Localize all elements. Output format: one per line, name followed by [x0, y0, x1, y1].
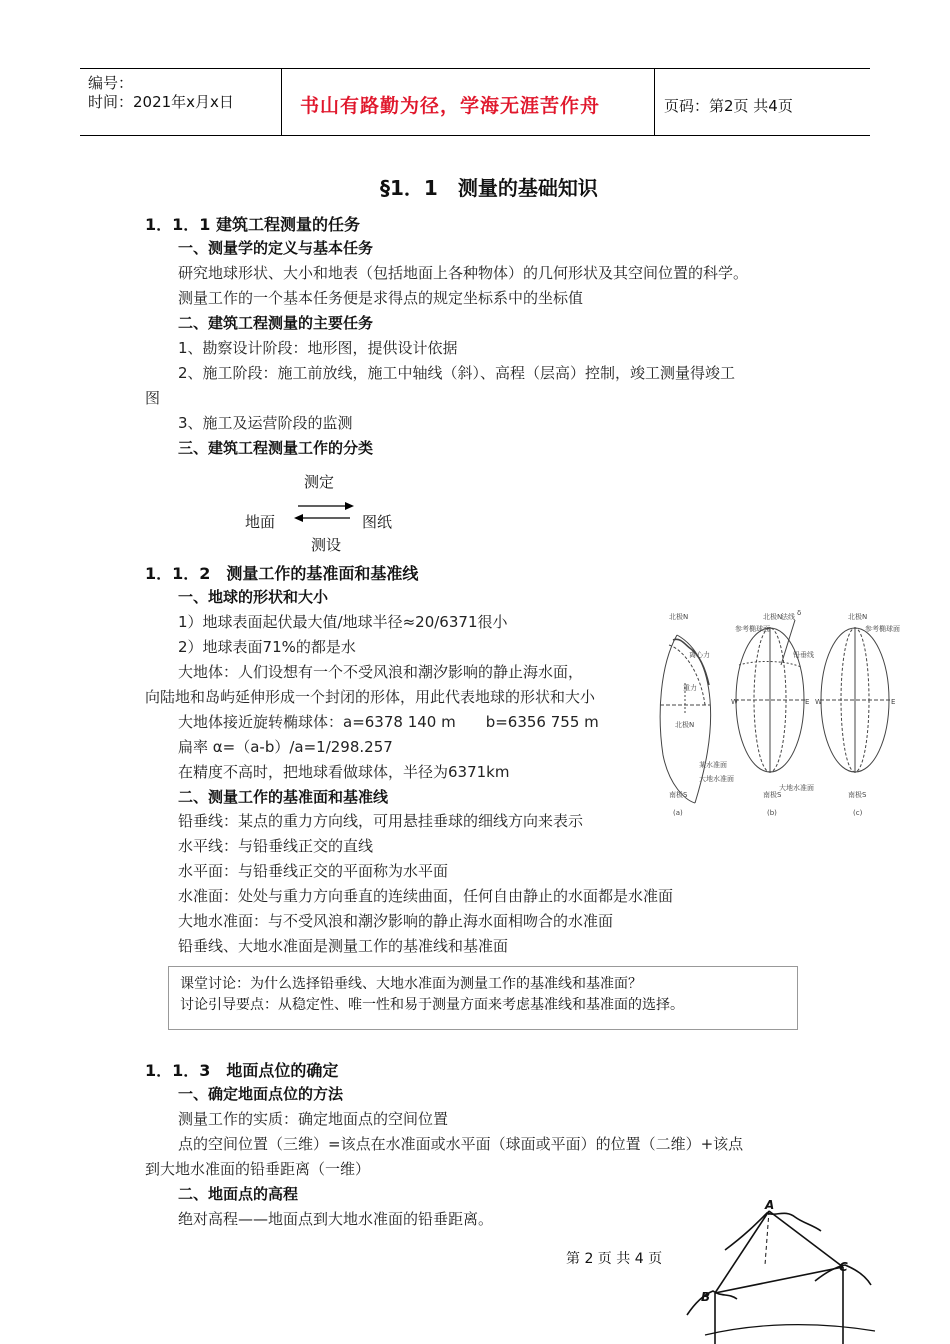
fig-a-level: 某水准面: [699, 761, 727, 769]
fig-c-w: W: [815, 698, 822, 706]
paragraph: 大地体接近旋转椭球体：a=6378 140 m b=6356 755 m: [178, 713, 599, 731]
fig-b-delta: δ: [797, 609, 802, 617]
diagram-label-left: 地面: [245, 513, 276, 531]
fig-a-north2: 北极N: [675, 721, 695, 729]
paragraph-continued: 到大地水准面的铅垂距离（一维）: [145, 1160, 371, 1178]
fig-b-ref: 参考椭球面: [735, 625, 770, 633]
discussion-guide: 讨论引导要点：从稳定性、唯一性和易于测量方面来考虑基准线和基准面的选择。: [180, 997, 684, 1013]
fig-a-centrifugal: 离心力: [689, 651, 710, 659]
fig-b-north: 北极N: [763, 613, 783, 621]
subheading-method: 一、确定地面点位的方法: [178, 1085, 344, 1103]
definition: 铅垂线、大地水准面是测量工作的基准线和基准面: [178, 937, 509, 955]
paragraph: 研究地球形状、大小和地表（包括地面上各种物体）的几何形状及其空间位置的科学。: [178, 264, 749, 282]
fig-c-ref: 参考椭球面: [865, 625, 900, 633]
fig-a-south: 南极S: [669, 791, 688, 799]
diagram-label-right: 图纸: [362, 513, 393, 531]
elevation-figure: [685, 1195, 900, 1344]
point-a-label: A: [765, 1198, 775, 1212]
fig-b-south: 南极S: [763, 791, 782, 799]
subheading-elevation: 二、地面点的高程: [178, 1185, 299, 1203]
fig-b-plumb: 铅垂线: [793, 651, 814, 659]
fig-b-geoid: 大地水准面: [779, 784, 814, 792]
paragraph: 绝对高程——地面点到大地水准面的铅垂距离。: [178, 1210, 494, 1228]
definition: 铅垂线：某点的重力方向线，可用悬挂垂球的细线方向来表示: [178, 812, 584, 830]
list-item: 2、施工阶段：施工前放线，施工中轴线（斜）、高程（层高）控制，竣工测量得竣工: [178, 364, 736, 382]
paragraph: 1）地球表面起伏最大值/地球半径≈20/6371很小: [178, 613, 508, 631]
header-number-label: 编号：: [88, 74, 134, 92]
definition: 水准面：处处与重力方向垂直的连续曲面，任何自由静止的水面都是水准面: [178, 887, 674, 905]
fig-b-tag: (b): [767, 809, 777, 817]
paragraph: 点的空间位置（三维）=该点在水准面或水平面（球面或平面）的位置（二维）+该点: [178, 1135, 744, 1153]
diagram-arrows: [290, 498, 360, 526]
fig-c-e: E: [891, 698, 896, 706]
subheading-definition: 一、测量学的定义与基本任务: [178, 239, 374, 257]
section-title: §1．1 测量的基础知识: [380, 176, 598, 200]
header-divider-right: [654, 68, 655, 135]
discussion-question: 课堂讨论：为什么选择铅垂线、大地水准面为测量工作的基准线和基准面？: [180, 976, 642, 992]
fig-b-w: W: [731, 698, 738, 706]
subheading-earth-shape: 一、地球的形状和大小: [178, 588, 329, 606]
header-page-info: 页码：第2页 共4页: [664, 97, 793, 115]
subheading-main-tasks: 二、建筑工程测量的主要任务: [178, 314, 374, 332]
point-c-label: C: [839, 1260, 848, 1274]
fig-c-tag: (c): [853, 809, 863, 817]
diagram-label-top: 测定: [304, 473, 335, 491]
subheading-classification: 三、建筑工程测量工作的分类: [178, 439, 374, 457]
paragraph-continued: 向陆地和岛屿延伸形成一个封闭的形体，用此代表地球的形状和大小: [145, 688, 596, 706]
header-motto: 书山有路勤为径，学海无涯苦作舟: [300, 95, 601, 117]
list-item: 1、勘察设计阶段：地形图，提供设计依据: [178, 339, 458, 357]
fig-c-south: 南极S: [848, 791, 867, 799]
header-time-label: 时间：2021年x月x日: [88, 93, 234, 111]
earth-figure: [655, 605, 900, 820]
diagram-label-bottom: 测设: [311, 536, 342, 554]
paragraph: 测量工作的实质：确定地面点的空间位置: [178, 1110, 449, 1128]
paragraph: 扁率 α=（a-b）/a=1/298.257: [178, 738, 393, 756]
fig-c-north: 北极N: [848, 613, 868, 621]
fig-a-gravity: 重力: [683, 684, 697, 692]
heading-1-1-1: 1．1．1 建筑工程测量的任务: [145, 215, 360, 234]
subheading-reference: 二、测量工作的基准面和基准线: [178, 788, 389, 806]
point-b-label: B: [701, 1290, 711, 1304]
fig-a-tag: (a): [673, 809, 683, 817]
fig-a-north: 北极N: [669, 613, 689, 621]
fig-a-geoid: 大地水准面: [699, 775, 734, 783]
paragraph: 大地体：人们设想有一个不受风浪和潮汐影响的静止海水面，: [178, 663, 584, 681]
header-bottom-rule: [80, 135, 870, 136]
list-item-continued: 图: [145, 389, 161, 407]
paragraph: 在精度不高时，把地球看做球体，半径为6371km: [178, 763, 510, 781]
definition: 水平线：与铅垂线正交的直线: [178, 837, 374, 855]
page-footer: 第 2 页 共 4 页: [566, 1251, 663, 1267]
paragraph: 2）地球表面71%的都是水: [178, 638, 356, 656]
heading-1-1-3: 1．1．3 地面点位的确定: [145, 1061, 339, 1080]
heading-1-1-2: 1．1．2 测量工作的基准面和基准线: [145, 564, 419, 583]
fig-b-e: E: [805, 698, 810, 706]
fig-b-normal: 法线: [781, 613, 795, 621]
paragraph: 测量工作的一个基本任务便是求得点的规定坐标系中的坐标值: [178, 289, 584, 307]
header-top-rule: [80, 68, 870, 69]
header-divider-left: [281, 68, 282, 135]
definition: 大地水准面：与不受风浪和潮汐影响的静止海水面相吻合的水准面: [178, 912, 614, 930]
list-item: 3、施工及运营阶段的监测: [178, 414, 353, 432]
definition: 水平面：与铅垂线正交的平面称为水平面: [178, 862, 449, 880]
